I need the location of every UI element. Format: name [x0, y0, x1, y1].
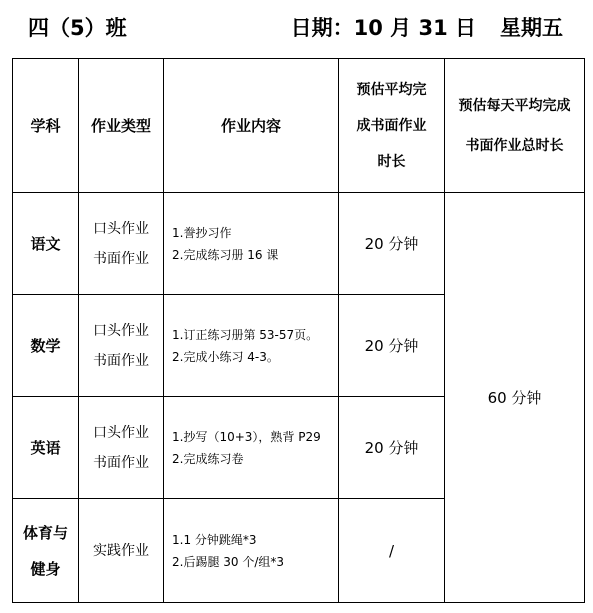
- type-cell: 口头作业 书面作业: [79, 397, 164, 499]
- header-total: [445, 59, 585, 193]
- header-content: 作业内容: [164, 59, 339, 193]
- duration-cell: 20 分钟: [339, 295, 445, 397]
- weekday-text: 星期五: [500, 16, 563, 40]
- type-cell: 口头作业 书面作业: [79, 193, 164, 295]
- table-header-row: [13, 59, 585, 193]
- duration-cell: 20 分钟: [339, 193, 445, 295]
- header-duration-line: 预估平均完: [356, 81, 427, 98]
- date-text: 日期：10 月 31 日: [290, 16, 476, 40]
- subject-cell: 数学: [13, 295, 79, 397]
- header-duration: [339, 59, 445, 193]
- duration-cell: 20 分钟: [339, 397, 445, 499]
- subject-cell: 语文: [13, 193, 79, 295]
- content-cell: 1.订正练习册第 53-57页。 2.完成小练习 4-3。: [164, 295, 339, 397]
- type-cell: 实践作业: [79, 499, 164, 603]
- content-cell: 1.誊抄习作 2.完成练习册 16 课: [164, 193, 339, 295]
- subject-cell: 体育与 健身: [13, 499, 79, 603]
- content-cell: 1.抄写（10+3），熟背 P29 2.完成练习卷: [164, 397, 339, 499]
- table-row: [13, 193, 585, 295]
- header-subject: 学科: [13, 59, 79, 193]
- header-type: 作业类型: [79, 59, 164, 193]
- header-total-line: 书面作业总时长: [465, 137, 564, 154]
- header-duration-line: 时长: [377, 153, 406, 170]
- page-header: [0, 10, 593, 46]
- total-cell: 60 分钟: [445, 193, 585, 603]
- header-duration-line: 成书面作业: [356, 117, 427, 134]
- homework-table: [12, 58, 585, 603]
- content-cell: 1.1 分钟跳绳*3 2.后踢腿 30 个/组*3: [164, 499, 339, 603]
- type-cell: 口头作业 书面作业: [79, 295, 164, 397]
- duration-cell: /: [339, 499, 445, 603]
- subject-cell: 英语: [13, 397, 79, 499]
- date-line: [291, 12, 563, 42]
- header-total-line: 预估每天平均完成: [458, 97, 571, 114]
- class-name: 四（5）班: [28, 16, 127, 40]
